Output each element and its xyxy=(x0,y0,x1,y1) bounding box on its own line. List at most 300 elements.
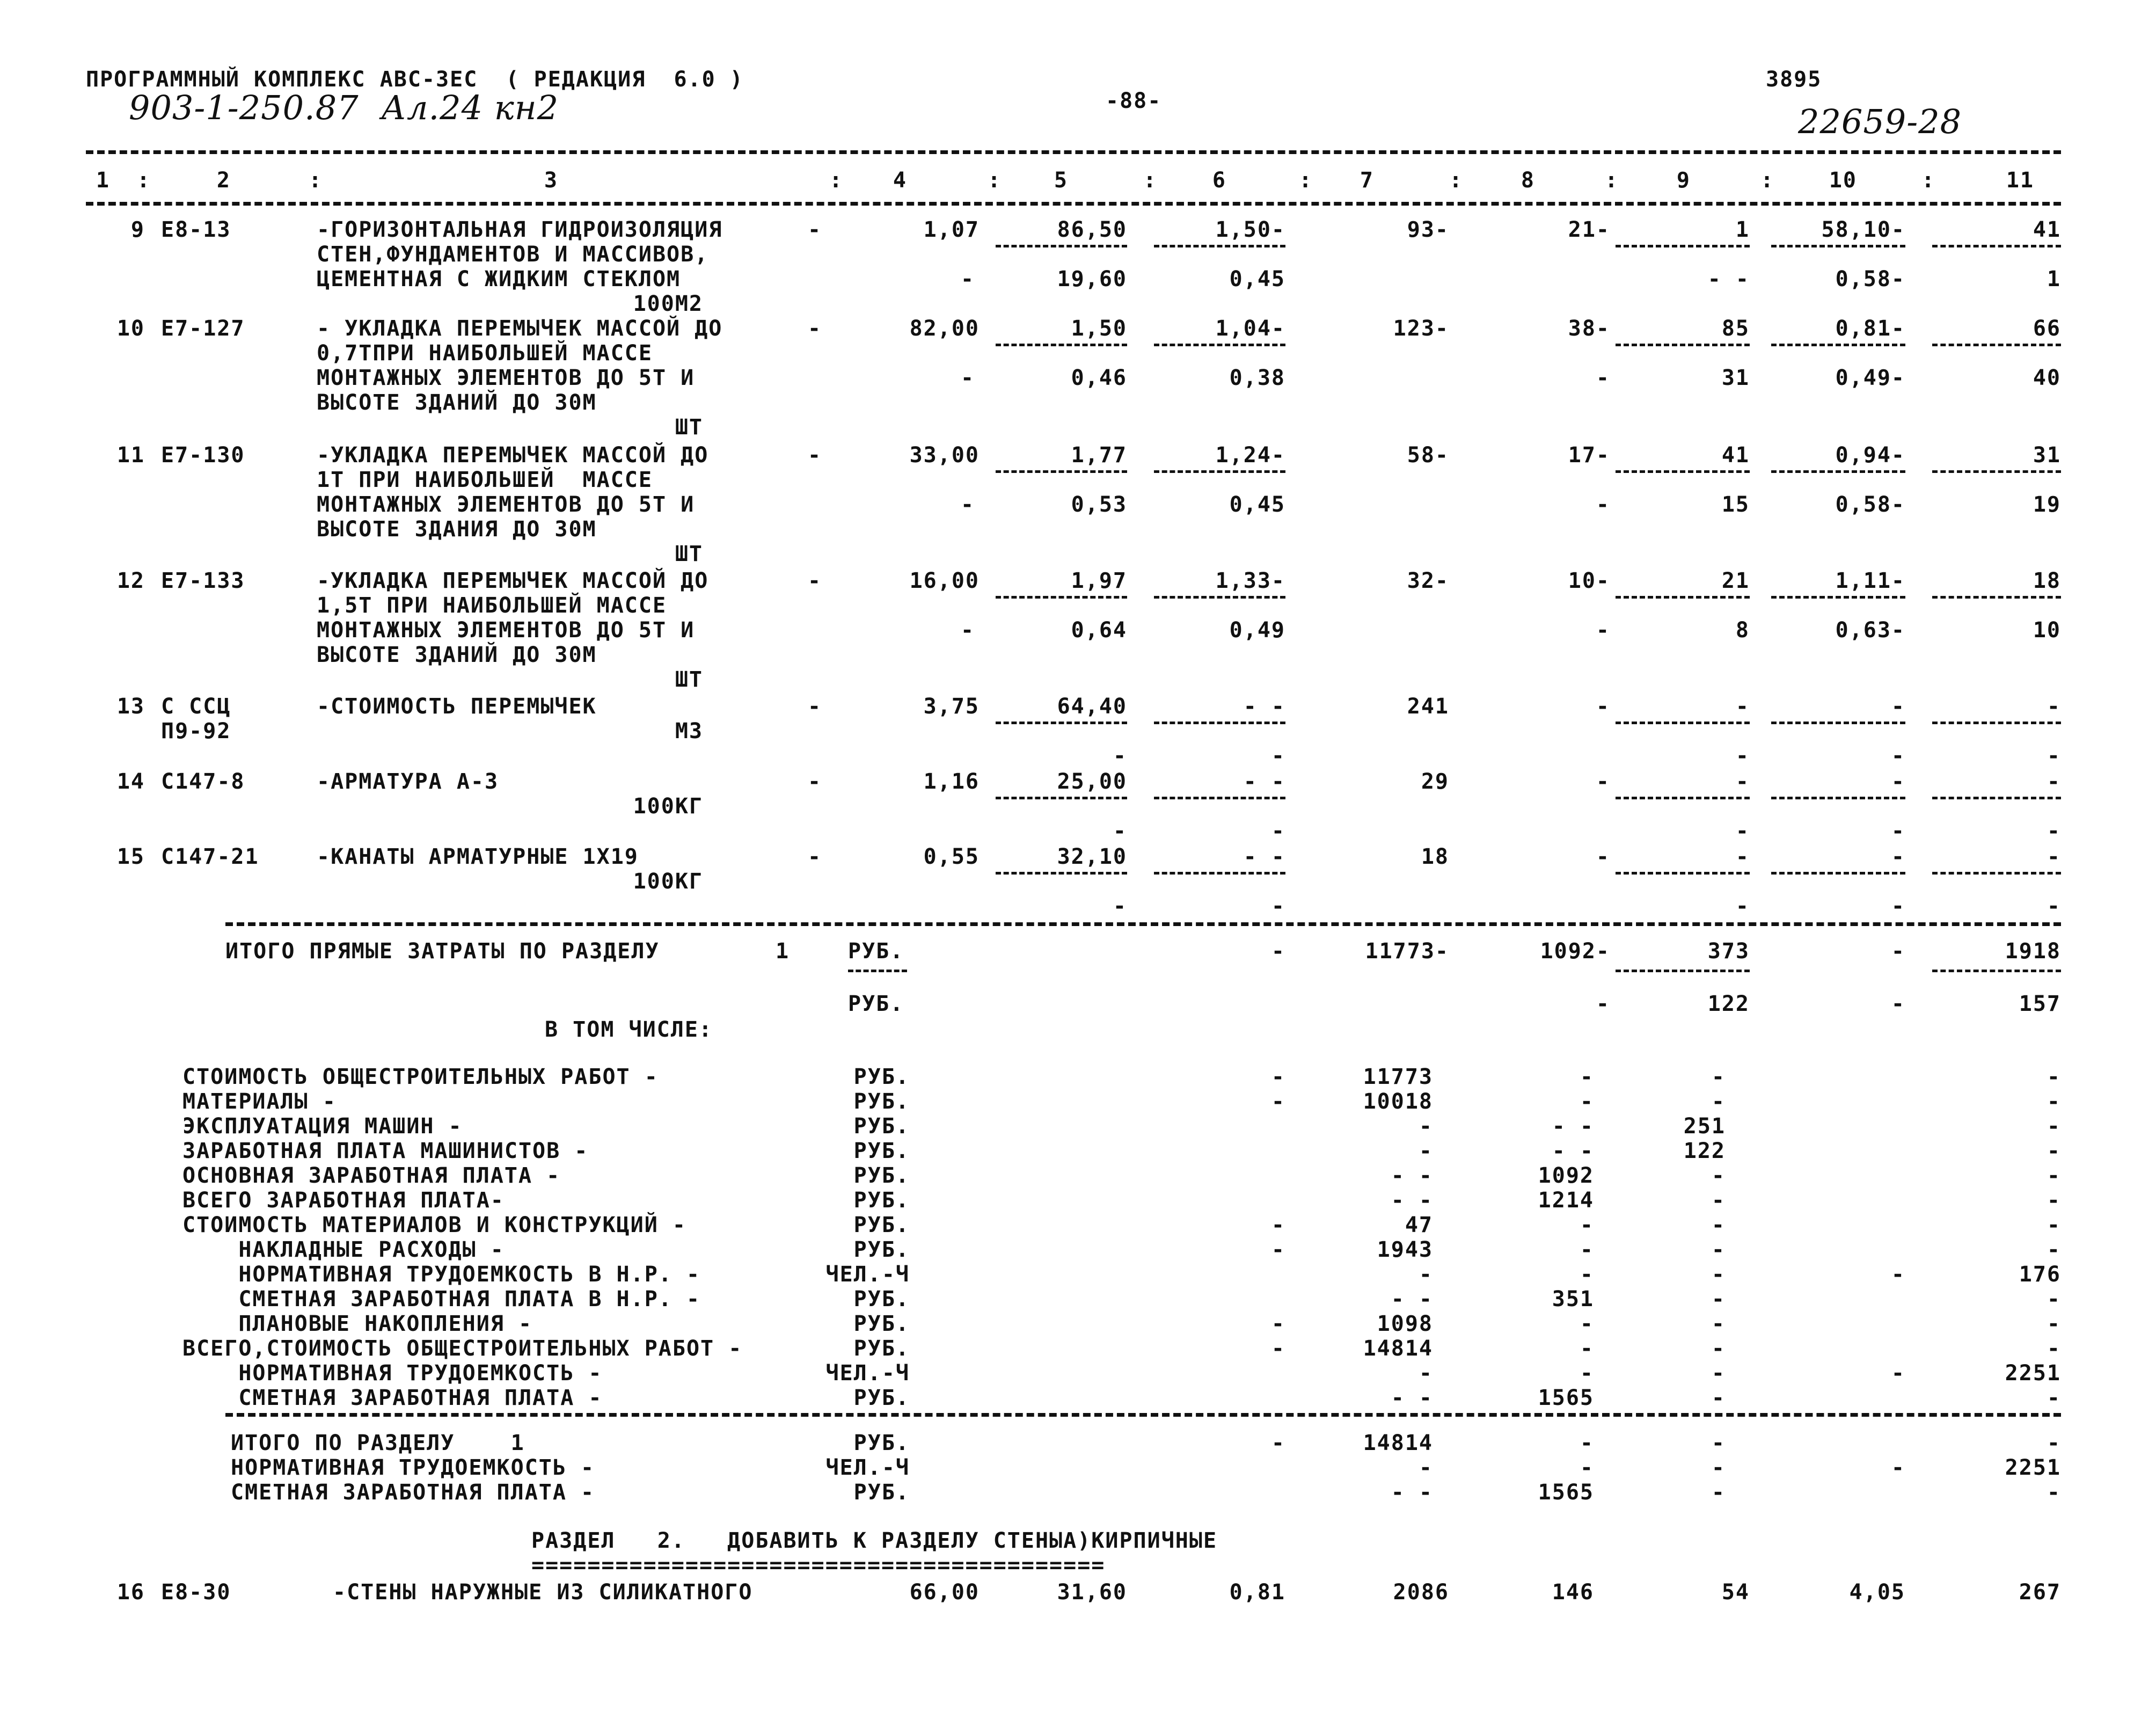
row-dash: - xyxy=(808,569,822,593)
breakdown-unit: РУБ. xyxy=(853,1139,910,1163)
cell-c5-second-line: - xyxy=(1113,894,1127,919)
item-unit: 100КГ xyxy=(633,869,703,894)
cell-c11: 31 xyxy=(2033,443,2061,468)
cell-c9: 54 xyxy=(1721,1580,1750,1605)
column-separator: : xyxy=(1299,168,1313,193)
cell-c9-second-line: - xyxy=(1735,819,1750,843)
item-code: Е7-130 xyxy=(161,443,245,468)
breakdown-c7: 11773 xyxy=(1363,1065,1433,1089)
cell-c8-second-line: - xyxy=(1596,366,1610,390)
breakdown-c7: - - xyxy=(1391,1163,1433,1188)
cell-c9-second-line: 31 xyxy=(1721,366,1750,390)
breakdown-c7: 47 xyxy=(1405,1213,1433,1237)
cell-c7: 32- xyxy=(1407,569,1449,593)
cell-c9-second-line: 8 xyxy=(1735,618,1750,643)
sheet-number: 3895 xyxy=(1766,67,1822,92)
breakdown-c7: - xyxy=(1419,1262,1433,1287)
breakdown-label: СТОИМОСТЬ МАТЕРИАЛОВ И КОНСТРУКЦИЙ - xyxy=(182,1213,686,1237)
section-total-c7: - - xyxy=(1391,1480,1433,1505)
cell-c5: 31,60 xyxy=(1057,1580,1127,1605)
breakdown-label: ЭКСПЛУАТАЦИЯ МАШИН - xyxy=(182,1114,463,1139)
breakdown-c11: 176 xyxy=(2019,1262,2061,1287)
column-number-1: 1 xyxy=(96,168,110,193)
item-description-line: СТЕН,ФУНДАМЕНТОВ И МАССИВОВ, xyxy=(317,242,709,267)
breakdown-c7: 1943 xyxy=(1377,1237,1433,1262)
item-description-line: ВЫСОТЕ ЗДАНИЯ ДО 30М xyxy=(317,517,597,542)
cell-underline xyxy=(1771,596,1905,599)
cell-c5-second-line: 0,53 xyxy=(1071,492,1127,517)
breakdown-c8: 1092 xyxy=(1538,1163,1594,1188)
item-code: Е8-13 xyxy=(161,217,231,242)
item-code: Е7-133 xyxy=(161,569,245,593)
cell-underline xyxy=(1932,344,2061,346)
cell-c7: 58- xyxy=(1407,443,1449,468)
cell-underline xyxy=(1932,872,2061,875)
section-total-label: НОРМАТИВНАЯ ТРУДОЕМКОСТЬ - xyxy=(231,1455,595,1480)
section-total-c6: - xyxy=(1271,1431,1285,1455)
breakdown-c6: - xyxy=(1271,1089,1285,1114)
cell-c5: 86,50 xyxy=(1057,217,1127,242)
item-quantity: 16,00 xyxy=(909,569,980,593)
breakdown-c8: - xyxy=(1580,1361,1594,1386)
cell-c7: 93- xyxy=(1407,217,1449,242)
breakdown-c10: - xyxy=(1891,1262,1905,1287)
cell-c6: 0,81 xyxy=(1229,1580,1285,1605)
section-total-unit: РУБ. xyxy=(853,1480,910,1505)
cell-c5-second-line: 0,64 xyxy=(1071,618,1127,643)
cell-c9: 21 xyxy=(1721,569,1750,593)
breakdown-c8: - xyxy=(1580,1065,1594,1089)
cell-c10: 58,10- xyxy=(1821,217,1905,242)
breakdown-c11: - xyxy=(2047,1188,2061,1213)
item-description-line: ВЫСОТЕ ЗДАНИЙ ДО 30М xyxy=(317,643,597,667)
cell-underline xyxy=(1154,872,1285,875)
cell-c5: 1,77 xyxy=(1071,443,1127,468)
item-unit: 100КГ xyxy=(633,794,703,819)
column-separator: : xyxy=(988,168,1002,193)
breakdown-c6: - xyxy=(1271,1336,1285,1361)
breakdown-c11: - xyxy=(2047,1065,2061,1089)
column-number-8: 8 xyxy=(1521,168,1535,193)
cell-c6: - - xyxy=(1243,694,1285,719)
cell-c7: 2086 xyxy=(1393,1580,1449,1605)
breakdown-label: ЗАРАБОТНАЯ ПЛАТА МАШИНИСТОВ - xyxy=(182,1139,589,1163)
breakdown-label: ПЛАНОВЫЕ НАКОПЛЕНИЯ - xyxy=(182,1312,533,1336)
breakdown-unit: РУБ. xyxy=(853,1287,910,1312)
item-description-line: - УКЛАДКА ПЕРЕМЫЧЕК МАССОЙ ДО xyxy=(317,316,723,341)
breakdown-label: ВСЕГО,СТОИМОСТЬ ОБЩЕСТРОИТЕЛЬНЫХ РАБОТ - xyxy=(182,1336,743,1361)
cell-underline xyxy=(996,722,1127,724)
item-description-line: МОНТАЖНЫХ ЭЛЕМЕНТОВ ДО 5Т И xyxy=(317,618,695,643)
cell-c9-second-line: 15 xyxy=(1721,492,1750,517)
handwritten-project-number: 903-1-250.87 Ал.24 кн2 xyxy=(129,88,559,127)
breakdown-c9: - xyxy=(1711,1386,1726,1410)
totals-c6: - xyxy=(1271,939,1285,964)
cell-underline xyxy=(1771,344,1905,346)
cell-c5: 1,50 xyxy=(1071,316,1127,341)
item-description-line: ЦЕМЕНТНАЯ С ЖИДКИМ СТЕКЛОМ xyxy=(317,267,681,292)
cell-c7: 241 xyxy=(1407,694,1449,719)
cell-c6-second-line: - xyxy=(1271,894,1285,919)
breakdown-c8: 1565 xyxy=(1538,1386,1594,1410)
item-description-line: -СТЕНЫ НАРУЖНЫЕ ИЗ СИЛИКАТНОГО xyxy=(333,1580,753,1605)
cell-c5-second-line: - xyxy=(1113,819,1127,843)
cell-c10-second-line: 0,63- xyxy=(1835,618,1905,643)
cell-c6: 1,04- xyxy=(1215,316,1285,341)
totals-c11-second: 157 xyxy=(2019,992,2061,1016)
cell-c6: 1,50- xyxy=(1215,217,1285,242)
breakdown-c9: - xyxy=(1711,1163,1726,1188)
breakdown-c9: - xyxy=(1711,1287,1726,1312)
column-separator: : xyxy=(137,168,151,193)
breakdown-unit: РУБ. xyxy=(853,1237,910,1262)
breakdown-unit: РУБ. xyxy=(853,1163,910,1188)
item-description-line: 1Т ПРИ НАИБОЛЬШЕЙ МАССЕ xyxy=(317,468,653,492)
breakdown-c9: - xyxy=(1711,1336,1726,1361)
program-name: ПРОГРАММНЫЙ КОМПЛЕКС АВС-3ЕС ( РЕДАКЦИЯ 6.0 ) xyxy=(86,67,744,92)
cell-c8-second-line: - xyxy=(1596,492,1610,517)
item-description-line: ВЫСОТЕ ЗДАНИЙ ДО 30М xyxy=(317,390,597,415)
item-number: 11 xyxy=(116,443,145,468)
cell-c10-second-line: 0,58- xyxy=(1835,267,1905,292)
cell-underline xyxy=(1616,872,1750,875)
section-total-c10: - xyxy=(1891,1455,1905,1480)
row-dash: - xyxy=(961,267,975,292)
item-quantity: 1,07 xyxy=(923,217,980,242)
cell-c8: 21- xyxy=(1568,217,1610,242)
item-code: Е7-127 xyxy=(161,316,245,341)
breakdown-c9: - xyxy=(1711,1262,1726,1287)
cell-c8: 10- xyxy=(1568,569,1610,593)
cell-c10: - xyxy=(1891,844,1905,869)
breakdown-c8: - xyxy=(1580,1336,1594,1361)
cell-c8: 17- xyxy=(1568,443,1610,468)
section-total-label: СМЕТНАЯ ЗАРАБОТНАЯ ПЛАТА - xyxy=(231,1480,595,1505)
cell-c5: 32,10 xyxy=(1057,844,1127,869)
cell-c9: - xyxy=(1735,769,1750,794)
cell-underline xyxy=(1154,722,1285,724)
item-code: С147-8 xyxy=(161,769,245,794)
header-bottom-rule xyxy=(86,202,2061,206)
breakdown-c9: - xyxy=(1711,1237,1726,1262)
cell-c6-second-line: 0,45 xyxy=(1229,267,1285,292)
section-2-heading: РАЗДЕЛ 2. ДОБАВИТЬ К РАЗДЕЛУ СТЕНЫА)КИРПИЧНЫЕ xyxy=(531,1528,1218,1553)
cell-underline xyxy=(1932,245,2061,247)
cell-c7: 123- xyxy=(1393,316,1449,341)
cell-underline xyxy=(1932,596,2061,599)
totals-top-rule xyxy=(225,922,2061,926)
item-quantity: 33,00 xyxy=(909,443,980,468)
totals-unit: РУБ. xyxy=(848,939,904,964)
item-description-line: -УКЛАДКА ПЕРЕМЫЧЕК МАССОЙ ДО xyxy=(317,443,709,468)
breakdown-c11: - xyxy=(2047,1287,2061,1312)
item-description-line: -АРМАТУРА А-3 xyxy=(317,769,499,794)
cell-underline xyxy=(1771,872,1905,875)
breakdown-c9: - xyxy=(1711,1361,1726,1386)
cell-underline xyxy=(1154,797,1285,799)
totals-c8-second: - xyxy=(1596,992,1610,1016)
cell-c11: - xyxy=(2047,769,2061,794)
breakdown-unit: РУБ. xyxy=(853,1114,910,1139)
cell-underline xyxy=(996,245,1127,247)
cell-underline xyxy=(1771,470,1905,473)
cell-c11: 41 xyxy=(2033,217,2061,242)
item-unit: 100М2 xyxy=(633,292,703,316)
column-number-3: 3 xyxy=(544,168,558,193)
cell-c10: 4,05 xyxy=(1849,1580,1905,1605)
item-unit: ШТ xyxy=(675,542,703,566)
section-total-unit: РУБ. xyxy=(853,1431,910,1455)
cell-c11-second-line: 10 xyxy=(2033,618,2061,643)
totals-section-number: 1 xyxy=(776,939,790,964)
cell-c10-second-line: 0,49- xyxy=(1835,366,1905,390)
row-dash: - xyxy=(961,618,975,643)
cell-c6: - - xyxy=(1243,844,1285,869)
totals-c10-second: - xyxy=(1891,992,1905,1016)
cell-c11-second-line: 1 xyxy=(2047,267,2061,292)
item-unit: ШТ xyxy=(675,415,703,440)
section-total-c7: - xyxy=(1419,1455,1433,1480)
cell-c10: 1,11- xyxy=(1835,569,1905,593)
breakdown-c11: - xyxy=(2047,1089,2061,1114)
row-dash: - xyxy=(808,769,822,794)
cell-c5-second-line: 0,46 xyxy=(1071,366,1127,390)
cell-c11: - xyxy=(2047,694,2061,719)
breakdown-c7: - - xyxy=(1391,1188,1433,1213)
cell-underline xyxy=(1932,722,2061,724)
cell-c11-second-line: - xyxy=(2047,819,2061,843)
section-total-c9: - xyxy=(1711,1455,1726,1480)
breakdown-c11: - xyxy=(2047,1163,2061,1188)
item-number: 15 xyxy=(116,844,145,869)
cell-c5: 25,00 xyxy=(1057,769,1127,794)
item-number: 10 xyxy=(116,316,145,341)
breakdown-unit: РУБ. xyxy=(853,1213,910,1237)
column-separator: : xyxy=(1760,168,1775,193)
item-description-line: 1,5Т ПРИ НАИБОЛЬШЕЙ МАССЕ xyxy=(317,593,667,618)
breakdown-c9: - xyxy=(1711,1065,1726,1089)
cell-c9: - xyxy=(1735,694,1750,719)
cell-c9-second-line: - xyxy=(1735,744,1750,768)
breakdown-c11: - xyxy=(2047,1213,2061,1237)
cell-c11: 66 xyxy=(2033,316,2061,341)
breakdown-c9: 251 xyxy=(1683,1114,1726,1139)
item-code-line2: П9-92 xyxy=(161,719,231,744)
cell-c10-second-line: - xyxy=(1891,894,1905,919)
column-separator: : xyxy=(1921,168,1936,193)
column-separator: : xyxy=(1449,168,1464,193)
breakdown-unit: РУБ. xyxy=(853,1188,910,1213)
item-quantity: 3,75 xyxy=(923,694,980,719)
breakdown-c7: - xyxy=(1419,1361,1433,1386)
cell-c6: 1,24- xyxy=(1215,443,1285,468)
cell-c8: 38- xyxy=(1568,316,1610,341)
item-unit: М3 xyxy=(675,719,703,744)
column-number-2: 2 xyxy=(216,168,231,193)
breakdown-c8: - - xyxy=(1552,1114,1594,1139)
cell-underline xyxy=(996,470,1127,473)
item-description-line: -ГОРИЗОНТАЛЬНАЯ ГИДРОИЗОЛЯЦИЯ xyxy=(317,217,723,242)
row-dash: - xyxy=(808,217,822,242)
section-total-label: ИТОГО ПО РАЗДЕЛУ 1 xyxy=(231,1431,525,1455)
item-code: С147-21 xyxy=(161,844,259,869)
item-description-line: -СТОИМОСТЬ ПЕРЕМЫЧЕК xyxy=(317,694,597,719)
column-number-5: 5 xyxy=(1054,168,1068,193)
breakdown-c11: 2251 xyxy=(2005,1361,2061,1386)
section-total-c7: 14814 xyxy=(1363,1431,1433,1455)
breakdown-c8: - xyxy=(1580,1312,1594,1336)
cell-c9-second-line: - xyxy=(1735,894,1750,919)
cell-c10-second-line: - xyxy=(1891,819,1905,843)
item-description-line: -КАНАТЫ АРМАТУРНЫЕ 1Х19 xyxy=(317,844,639,869)
row-dash: - xyxy=(808,694,822,719)
cell-c5: 64,40 xyxy=(1057,694,1127,719)
page-number: -88- xyxy=(1106,89,1162,113)
breakdown-label: НОРМАТИВНАЯ ТРУДОЕМКОСТЬ - xyxy=(182,1361,603,1386)
cell-underline xyxy=(1771,797,1905,799)
breakdown-c11: - xyxy=(2047,1336,2061,1361)
breakdown-c9: - xyxy=(1711,1188,1726,1213)
totals-c10: - xyxy=(1891,939,1905,964)
item-unit: ШТ xyxy=(675,667,703,692)
breakdown-c7: 14814 xyxy=(1363,1336,1433,1361)
breakdown-c7: - - xyxy=(1391,1386,1433,1410)
cell-c10: 0,94- xyxy=(1835,443,1905,468)
cell-c9: 1 xyxy=(1735,217,1750,242)
column-number-6: 6 xyxy=(1212,168,1226,193)
item-code: С ССЦ xyxy=(161,694,231,719)
totals-c9: 373 xyxy=(1707,939,1750,964)
cell-underline xyxy=(1616,797,1750,799)
breakdown-label: СМЕТНАЯ ЗАРАБОТНАЯ ПЛАТА В Н.Р. - xyxy=(182,1287,701,1312)
cell-c10: - xyxy=(1891,694,1905,719)
cell-c10-second-line: 0,58- xyxy=(1835,492,1905,517)
breakdown-label: ВСЕГО ЗАРАБОТНАЯ ПЛАТА- xyxy=(182,1188,505,1213)
breakdown-label: ОСНОВНАЯ ЗАРАБОТНАЯ ПЛАТА - xyxy=(182,1163,561,1188)
breakdown-unit: РУБ. xyxy=(853,1065,910,1089)
cell-c7: 18 xyxy=(1421,844,1449,869)
cell-c6-second-line: 0,38 xyxy=(1229,366,1285,390)
cell-c8: - xyxy=(1596,694,1610,719)
cell-underline xyxy=(1154,344,1285,346)
cell-underline xyxy=(1932,797,2061,799)
column-number-11: 11 xyxy=(2006,168,2034,193)
cell-underline xyxy=(996,596,1127,599)
cell-c9: 85 xyxy=(1721,316,1750,341)
cell-underline xyxy=(1154,470,1285,473)
breakdown-c8: - - xyxy=(1552,1139,1594,1163)
cell-underline xyxy=(1771,245,1905,247)
breakdown-unit: РУБ. xyxy=(853,1336,910,1361)
breakdown-c11: - xyxy=(2047,1139,2061,1163)
totals-label: ИТОГО ПРЯМЫЕ ЗАТРАТЫ ПО РАЗДЕЛУ xyxy=(225,939,660,964)
item-number: 14 xyxy=(116,769,145,794)
breakdown-label: МАТЕРИАЛЫ - xyxy=(182,1089,337,1114)
cell-c8-second-line: - xyxy=(1596,618,1610,643)
breakdown-label: НОРМАТИВНАЯ ТРУДОЕМКОСТЬ В Н.Р. - xyxy=(182,1262,701,1287)
breakdown-c7: - - xyxy=(1391,1287,1433,1312)
section-total-rule xyxy=(225,1413,2061,1417)
including-heading: В ТОМ ЧИСЛЕ: xyxy=(545,1017,713,1042)
breakdown-c7: - xyxy=(1419,1114,1433,1139)
breakdown-c11: - xyxy=(2047,1237,2061,1262)
breakdown-c7: 1098 xyxy=(1377,1312,1433,1336)
breakdown-c8: 1214 xyxy=(1538,1188,1594,1213)
cell-c6: - - xyxy=(1243,769,1285,794)
column-number-4: 4 xyxy=(893,168,907,193)
cell-c11-second-line: - xyxy=(2047,894,2061,919)
cell-c11: 267 xyxy=(2019,1580,2061,1605)
column-separator: : xyxy=(1143,168,1158,193)
section-total-c11: - xyxy=(2047,1431,2061,1455)
item-number: 12 xyxy=(116,569,145,593)
item-number: 13 xyxy=(116,694,145,719)
breakdown-c11: - xyxy=(2047,1114,2061,1139)
cell-underline xyxy=(1616,470,1750,473)
totals-unit-second: РУБ. xyxy=(848,992,904,1016)
section-total-c9: - xyxy=(1711,1480,1726,1505)
breakdown-label: СМЕТНАЯ ЗАРАБОТНАЯ ПЛАТА - xyxy=(182,1386,603,1410)
cell-c9: - xyxy=(1735,844,1750,869)
cell-c9: 41 xyxy=(1721,443,1750,468)
section-total-c8: - xyxy=(1580,1455,1594,1480)
cell-c11-second-line: 40 xyxy=(2033,366,2061,390)
cell-c6-second-line: 0,49 xyxy=(1229,618,1285,643)
cell-c11: - xyxy=(2047,844,2061,869)
cell-c6-second-line: - xyxy=(1271,819,1285,843)
breakdown-c6: - xyxy=(1271,1213,1285,1237)
cell-c7: 29 xyxy=(1421,769,1449,794)
breakdown-c6: - xyxy=(1271,1237,1285,1262)
header-top-rule xyxy=(86,150,2061,154)
cell-underline xyxy=(1154,245,1285,247)
item-quantity: 1,16 xyxy=(923,769,980,794)
section-total-c11: 2251 xyxy=(2005,1455,2061,1480)
cell-underline xyxy=(1616,344,1750,346)
breakdown-c10: - xyxy=(1891,1361,1905,1386)
row-dash: - xyxy=(808,316,822,341)
cell-underline xyxy=(1932,470,2061,473)
item-quantity: 66,00 xyxy=(909,1580,980,1605)
breakdown-label: НАКЛАДНЫЕ РАСХОДЫ - xyxy=(182,1237,505,1262)
cell-c10-second-line: - xyxy=(1891,744,1905,768)
cell-underline xyxy=(1154,596,1285,599)
breakdown-c11: - xyxy=(2047,1386,2061,1410)
cell-underline xyxy=(1616,722,1750,724)
totals-c9-second: 122 xyxy=(1707,992,1750,1016)
breakdown-unit: ЧЕЛ.-Ч xyxy=(825,1361,910,1386)
breakdown-c11: - xyxy=(2047,1312,2061,1336)
breakdown-c8: 351 xyxy=(1552,1287,1594,1312)
cell-underline xyxy=(1616,245,1750,247)
cell-c5: 1,97 xyxy=(1071,569,1127,593)
row-dash: - xyxy=(961,366,975,390)
breakdown-c8: - xyxy=(1580,1213,1594,1237)
section-total-c8: 1565 xyxy=(1538,1480,1594,1505)
cell-c6: 1,33- xyxy=(1215,569,1285,593)
totals-c8: 1092- xyxy=(1540,939,1610,964)
section-2-underline: ========================================= xyxy=(531,1553,1106,1578)
cell-underline xyxy=(996,872,1127,875)
column-number-9: 9 xyxy=(1676,168,1691,193)
totals-c11-rule xyxy=(1932,970,2061,972)
item-description-line: МОНТАЖНЫХ ЭЛЕМЕНТОВ ДО 5Т И xyxy=(317,492,695,517)
breakdown-unit: РУБ. xyxy=(853,1089,910,1114)
cell-c8: - xyxy=(1596,844,1610,869)
item-description-line: 0,7ТПРИ НАИБОЛЬШЕЙ МАССЕ xyxy=(317,341,653,366)
breakdown-c8: - xyxy=(1580,1237,1594,1262)
breakdown-c7: 10018 xyxy=(1363,1089,1433,1114)
